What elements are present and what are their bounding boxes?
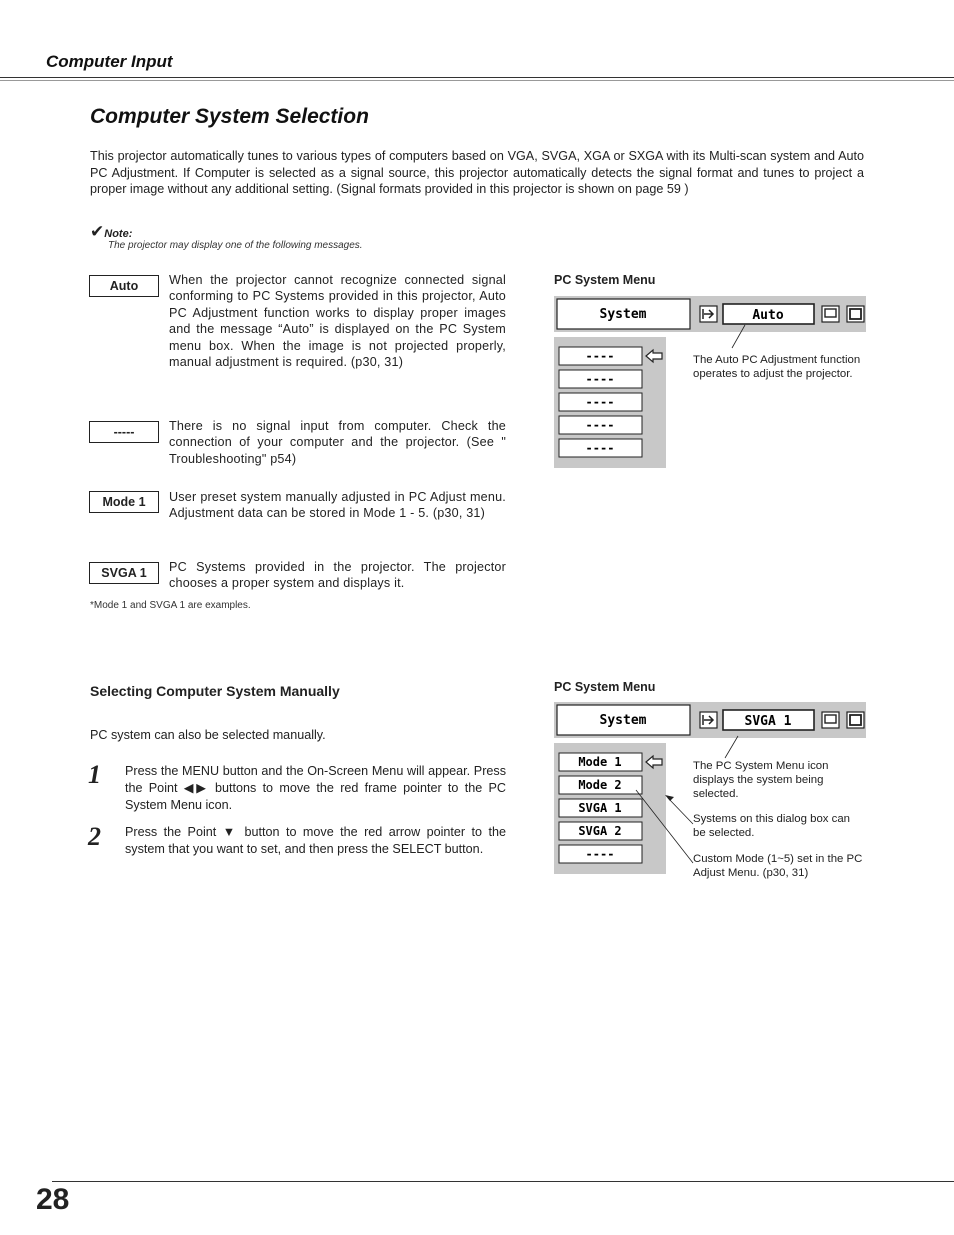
system-label: System [599, 713, 647, 728]
menu2-item: SVGA 2 [578, 824, 622, 838]
menu2-label: PC System Menu [554, 680, 656, 694]
menu2-item: Mode 1 [578, 755, 622, 769]
menu1-item: ---- [585, 372, 615, 386]
header-rule-thin [0, 80, 954, 81]
check-icon: ✔ [90, 222, 105, 241]
menu2-callout-custom: Custom Mode (1~5) set in the PC Adjust Menu. (p30, 31) [693, 853, 863, 879]
step-1-number: 1 [88, 760, 101, 789]
header-rule [0, 77, 954, 78]
step-2-text: Press the Point ▼ button to move the red arrow pointer to the system that you want to set, and then press the SELECT button. [125, 825, 506, 856]
message-desc-auto: When the projector cannot recognize connected signal conforming to PC Systems provided in this projector, Auto PC Adjustment function works to display proper images and the message “Auto” is displayed on the PC System menu box. When the image is not projected properly, manual adjustment is required. (p30, 31) [169, 273, 506, 370]
message-desc-mode: User preset system manually adjusted in PC Adjust menu. Adjustment data can be stored in Mode 1 - 5. (p30, 31) [169, 490, 506, 521]
menu2-items [559, 753, 642, 863]
message-desc-no-signal: There is no signal input from computer. Check the connection of your computer and the projector. (See " Troubleshooting" p54) [169, 419, 506, 466]
footer-rule [52, 1181, 954, 1182]
message-box-mode: Mode 1 [89, 491, 159, 513]
menu2-callout-systems: Systems on this dialog box can be selected. [693, 813, 851, 839]
menu1-items [559, 347, 642, 457]
intro-paragraph: This projector automatically tunes to various types of computers based on VGA, SVGA, XGA or SXGA with its Multi-scan system and Auto PC Adjustment. If Computer is selected as a signal source, this projector automatically detects the signal format and tunes to project a proper image without any additional setting. (Signal formats provided in this projector is shown on page 59 ) [90, 149, 864, 197]
message-desc-svga: PC Systems provided in the projector. The projector chooses a proper system and displays it. [169, 560, 506, 591]
menu1-label: PC System Menu [554, 273, 656, 287]
menu1-item: ---- [585, 441, 615, 455]
menu2-item: Mode 2 [578, 778, 622, 792]
value-label: Auto [752, 308, 784, 323]
page-title: Computer System Selection [90, 105, 369, 128]
note-label: ✔Note: [90, 222, 133, 241]
page-number: 28 [36, 1183, 70, 1216]
menu2-item: SVGA 1 [578, 801, 622, 815]
callout-line-1 [725, 736, 738, 758]
menu1-item: ---- [585, 395, 615, 409]
step-1-text: Press the MENU button and the On-Screen Menu will appear. Press the Point ◀▶ buttons to move the red frame pointer to the PC System Menu icon. [125, 764, 506, 812]
menu2-item: ---- [585, 847, 615, 861]
message-box-auto: Auto [89, 275, 159, 297]
menu1-callout: The Auto PC Adjustment function operates to adjust the projector. [693, 354, 861, 380]
menu2-callout-icon: The PC System Menu icon displays the system being selected. [693, 760, 829, 800]
manual-intro: PC system can also be selected manually. [90, 728, 326, 742]
message-box-svga: SVGA 1 [89, 562, 159, 584]
section-header: Computer Input [46, 52, 173, 71]
pc-system-menu-1 [552, 296, 868, 471]
footnote: *Mode 1 and SVGA 1 are examples. [90, 600, 251, 611]
note-text: The projector may display one of the following messages. [108, 240, 363, 251]
message-box-no-signal: ----- [89, 421, 159, 443]
system-label: System [599, 307, 647, 322]
manual-title: Selecting Computer System Manually [90, 683, 340, 699]
callout-line-2 [668, 798, 693, 824]
step-2-number: 2 [88, 822, 101, 851]
menu1-item: ---- [585, 418, 615, 432]
value-label: SVGA 1 [744, 714, 792, 729]
menu1-item: ---- [585, 349, 615, 363]
